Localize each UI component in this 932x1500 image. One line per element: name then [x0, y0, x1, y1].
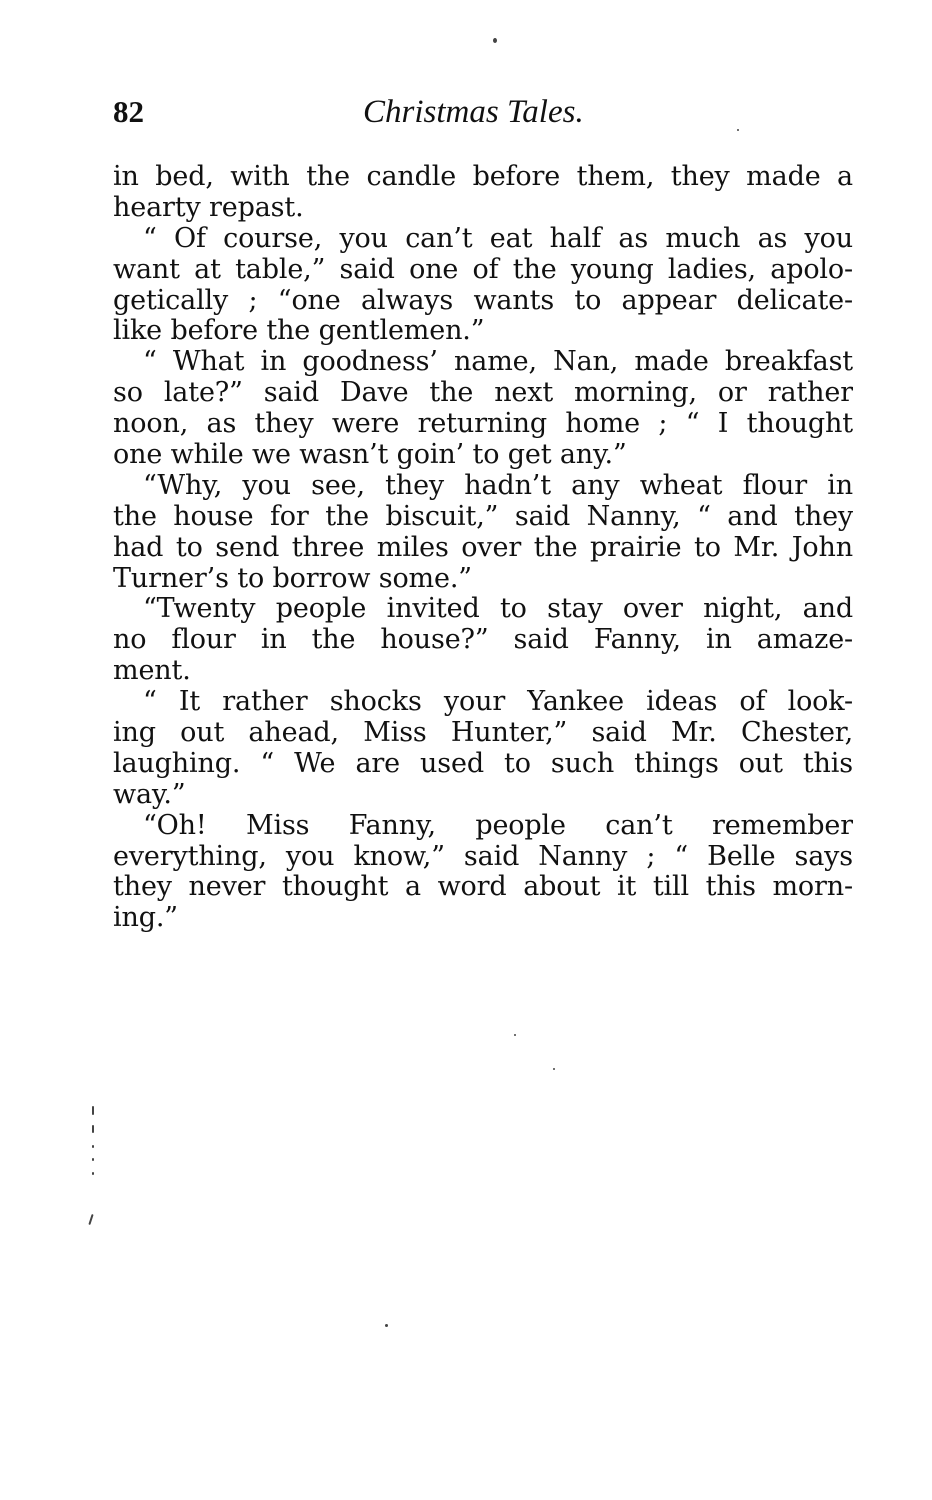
text-line: “Oh! Miss Fanny, people can’t remember: [143, 810, 853, 841]
page-number: 82: [113, 94, 144, 129]
text-line: laughing. “ We are used to such things out this: [113, 748, 853, 779]
page-header: [113, 92, 853, 136]
text-line: so late?” said Dave the next morning, or rather: [113, 378, 853, 409]
running-title: Christmas Tales.: [363, 94, 584, 130]
text-line: “ Of course, you can’t eat half as much as you: [143, 223, 853, 254]
scan-speck: [553, 1068, 555, 1070]
scan-speck: [385, 1324, 388, 1327]
text-line: “Twenty people invited to stay over night, and: [143, 594, 853, 625]
scan-speck: [88, 1214, 93, 1225]
text-line: no flour in the house?” said Fanny, in amaze-: [113, 625, 853, 656]
text-line: way.”: [113, 779, 186, 810]
text-line: getically ; “one always wants to appear delicate-: [113, 285, 853, 316]
text-line: ment.: [113, 656, 191, 687]
text-line: everything, you know,” said Nanny ; “ Belle says: [113, 841, 853, 872]
scan-speck: [92, 1145, 94, 1148]
text-line: want at table,” said one of the young ladies, apolo-: [113, 254, 853, 285]
scan-speck: [514, 1034, 516, 1036]
text-line: “ It rather shocks your Yankee ideas of look-: [143, 687, 853, 718]
scan-speck: [92, 1172, 94, 1175]
scan-speck: [92, 1106, 94, 1115]
text-line: in bed, with the candle before them, they made a: [113, 162, 853, 192]
text-line: one while we wasn’t goin’ to get any.”: [113, 440, 627, 471]
text-line: “Why, you see, they hadn’t any wheat flour in: [143, 470, 853, 501]
text-line: like before the gentlemen.”: [113, 316, 485, 347]
scan-speck: [92, 1158, 94, 1161]
text-line: Turner’s to borrow some.”: [113, 563, 472, 594]
text-line: had to send three miles over the prairie to Mr. John: [113, 532, 853, 563]
text-line: they never thought a word about it till this morn-: [113, 872, 853, 903]
text-line: hearty repast.: [113, 192, 304, 223]
text-line: ing.”: [113, 903, 178, 934]
scan-speck: [92, 1125, 94, 1133]
body-text: [113, 162, 853, 934]
text-line: noon, as they were returning home ; “ I thought: [113, 409, 853, 440]
text-line: ing out ahead, Miss Hunter,” said Mr. Chester,: [113, 718, 853, 749]
text-line: “ What in goodness’ name, Nan, made breakfast: [143, 347, 853, 378]
scan-speck: [493, 38, 497, 43]
text-line: the house for the biscuit,” said Nanny, “ and they: [113, 501, 853, 532]
scan-speck: [737, 129, 739, 131]
